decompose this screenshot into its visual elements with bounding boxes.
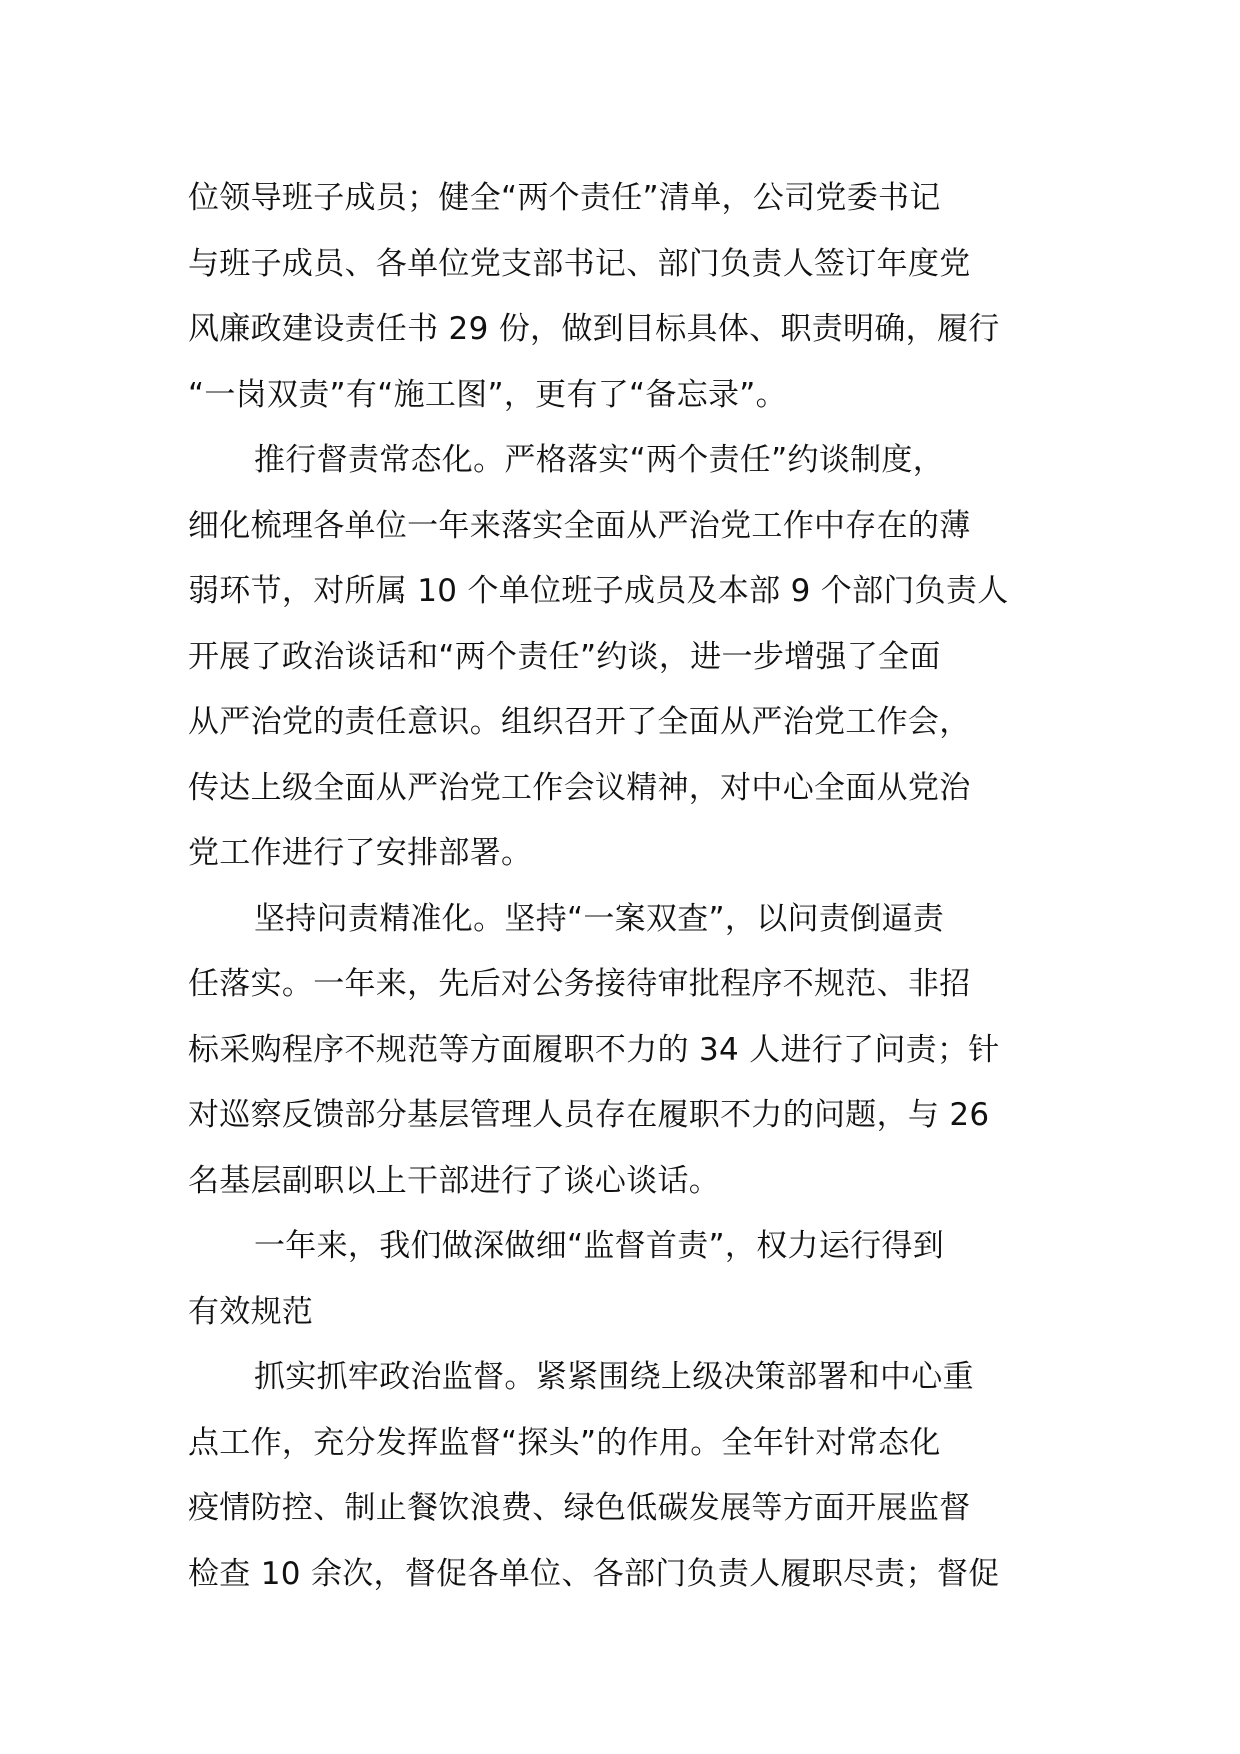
text-line: 点工作，充分发挥监督“探头”的作用。全年针对常态化 — [188, 1424, 941, 1461]
text-line: “一岗双责”有“施工图”，更有了“备忘录”。 — [188, 376, 787, 413]
text-line: 有效规范 — [188, 1293, 314, 1330]
text-line: 任落实。一年来，先后对公务接待审批程序不规范、非招 — [188, 966, 971, 1002]
text-line: 传达上级全面从严治党工作会议精神，对中心全面从党治 — [188, 769, 971, 806]
text-line: 检查 10 余次，督促各单位、各部门负责人履职尽责；督促 — [188, 1555, 1000, 1592]
paragraph-start-line: 一年来，我们做深做细“监督首责”，权力运行得到 — [254, 1228, 945, 1264]
text-line: 风廉政建设责任书 29 份，做到目标具体、职责明确，履行 — [188, 311, 1000, 347]
body-text — [188, 166, 1058, 1607]
text-line: 细化梳理各单位一年来落实全面从严治党工作中存在的薄 — [188, 507, 971, 544]
text-line: 位领导班子成员；健全“两个责任”清单，公司党委书记 — [188, 180, 941, 216]
paragraph-start-line: 坚持问责精准化。坚持“一案双查”，以问责倒逼责 — [254, 900, 945, 937]
text-line: 名基层副职以上干部进行了谈心谈话。 — [188, 1162, 721, 1199]
text-line: 标采购程序不规范等方面履职不力的 34 人进行了问责；针 — [188, 1031, 1000, 1068]
text-line: 弱环节，对所属 10 个单位班子成员及本部 9 个部门负责人 — [188, 573, 1009, 609]
text-line: 从严治党的责任意识。组织召开了全面从严治党工作会， — [188, 704, 971, 740]
text-line: 对巡察反馈部分基层管理人员存在履职不力的问题，与 26 — [188, 1097, 990, 1133]
text-line: 疫情防控、制止餐饮浪费、绿色低碳发展等方面开展监督 — [188, 1490, 971, 1526]
paragraph-start-line: 抓实抓牢政治监督。紧紧围绕上级决策部署和中心重 — [254, 1359, 974, 1395]
text-line: 与班子成员、各单位党支部书记、部门负责人签订年度党 — [188, 245, 971, 282]
text-line: 党工作进行了安排部署。 — [188, 835, 533, 871]
text-line: 开展了政治谈话和“两个责任”约谈，进一步增强了全面 — [188, 638, 941, 675]
paragraph-start-line: 推行督责常态化。严格落实“两个责任”约谈制度， — [254, 442, 945, 478]
